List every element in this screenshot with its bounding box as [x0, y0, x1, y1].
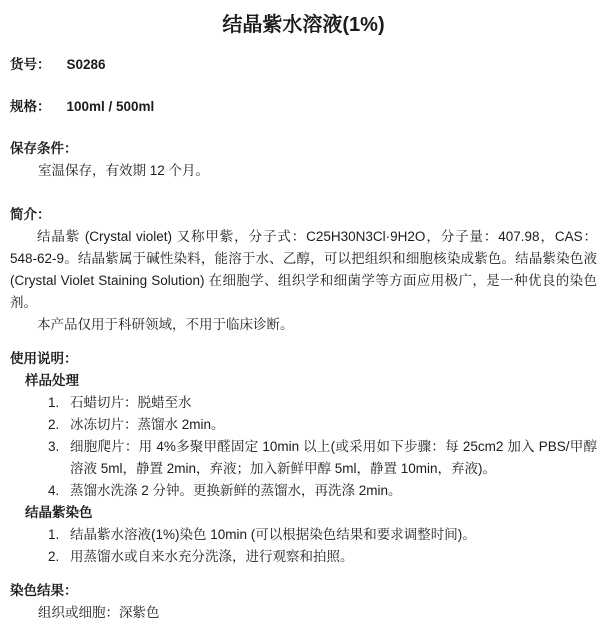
usage-heading: 使用说明：: [10, 351, 78, 366]
intro-disclaimer: 本产品仅用于科研领域，不用于临床诊断。: [37, 317, 294, 332]
storage-section: [10, 138, 597, 182]
list-item: [48, 524, 597, 546]
intro-section: [10, 204, 597, 336]
usage-subheading-staining: 结晶紫染色: [25, 505, 93, 520]
usage-subheading-sample-prep: 样品处理: [25, 373, 79, 388]
step-text: 结晶紫水溶液(1%)染色 10min (可以根据染色结果和要求调整时间)。: [70, 527, 476, 542]
step-number: 1.: [48, 527, 60, 542]
spec-row: [10, 96, 597, 118]
step-text: 蒸馏水洗涤 2 分钟。更换新鲜的蒸馏水，再洗涤 2min。: [70, 483, 402, 498]
catalog-label: 货号：: [10, 57, 51, 72]
list-item: [48, 436, 597, 480]
intro-heading: 简介：: [10, 207, 51, 222]
step-text: 石蜡切片：脱蜡至水: [70, 395, 192, 410]
list-item: [48, 414, 597, 436]
usage-section: [10, 348, 597, 568]
list-item: [48, 392, 597, 414]
spec-label: 规格：: [10, 99, 51, 114]
step-number: 1.: [48, 395, 60, 410]
step-text: 冰冻切片：蒸馏水 2min。: [70, 417, 225, 432]
list-item: [48, 546, 597, 568]
step-text: 用蒸馏水或自来水充分洗涤，进行观察和拍照。: [70, 549, 354, 564]
storage-body: 室温保存，有效期 12 个月。: [38, 163, 210, 178]
step-number: 2.: [48, 549, 60, 564]
result-body: 组织或细胞：深紫色: [38, 605, 160, 620]
page-title: 结晶紫水溶液(1%): [222, 14, 385, 36]
result-heading: 染色结果：: [10, 583, 78, 598]
result-section: [10, 580, 597, 624]
catalog-value: S0286: [66, 57, 106, 72]
storage-heading: 保存条件：: [10, 141, 78, 156]
catalog-row: [10, 54, 597, 76]
step-text: 细胞爬片：用 4%多聚甲醛固定 10min 以上(或采用如下步骤：每 25cm2 加入 PBS/甲醇溶液 5ml，静置 2min，弃液；加入新鲜甲醇 5ml，静置 10min，弃液)。: [70, 439, 597, 476]
intro-paragraph: 结晶紫 (Crystal violet) 又称甲紫，分子式：C25H30N3Cl·9H2O，分子量：407.98，CAS：548-62-9。结晶紫属于碱性染料，能溶于水、乙醇，可以把组织和细胞核染成紫色。结晶紫染色液 (Crystal Violet Staining Solution) 在细胞学、组织学和细菌学等方面应用极广，是一种优良的染色剂。: [10, 229, 597, 310]
step-number: 3.: [48, 439, 60, 454]
step-number: 2.: [48, 417, 60, 432]
spec-value: 100ml / 500ml: [66, 99, 155, 114]
list-item: [48, 480, 597, 502]
step-number: 4.: [48, 483, 60, 498]
